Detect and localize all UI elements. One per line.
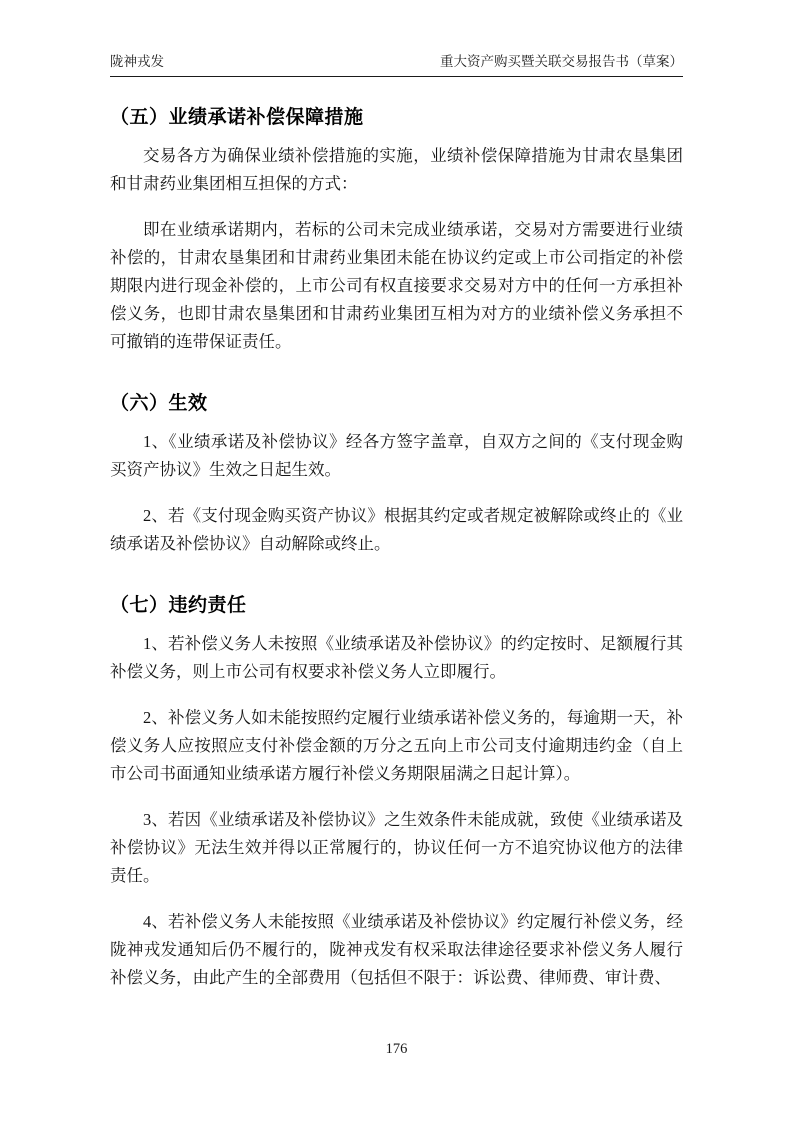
section-heading: （七）违约责任: [110, 595, 247, 616]
paragraph: 2、若《支付现金购买资产协议》根据其约定或者规定被解除或终止的《业绩承诺及补偿协议》自动解除或终止。: [110, 506, 683, 553]
page-footer: [0, 1040, 793, 1058]
paragraph: 1、《业绩承诺及补偿协议》经各方签字盖章，自双方之间的《支付现金购买资产协议》生效之日起生效。: [110, 432, 683, 479]
section-heading: （六）生效: [110, 393, 208, 414]
paragraph: 3、若因《业绩承诺及补偿协议》之生效条件未能成就，致使《业绩承诺及补偿协议》无法生效并得以正常履行的，协议任何一方不追究协议他方的法律责任。: [110, 810, 683, 885]
page-number: 176: [385, 1041, 408, 1057]
page-content: [110, 77, 683, 992]
paragraph: 1、若补偿义务人未按照《业绩承诺及补偿协议》的约定按时、足额履行其补偿义务，则上市公司有权要求补偿义务人立即履行。: [110, 634, 683, 681]
section-effectiveness: [110, 392, 683, 558]
header-report-title: 重大资产购买暨关联交易报告书（草案）: [440, 54, 683, 69]
paragraph: 4、若补偿义务人未能按照《业绩承诺及补偿协议》约定履行补偿义务，经陇神戎发通知后仍不履行的，陇神戎发有权采取法律途径要求补偿义务人履行补偿义务，由此产生的全部费用（包括但不限于：诉讼费、律师费、审计费、: [110, 912, 683, 987]
paragraph: 2、补偿义务人如未能按照约定履行业绩承诺补偿义务的，每逾期一天，补偿义务人应按照应支付补偿金额的万分之五向上市公司支付逾期违约金（自上市公司书面通知业绩承诺方履行补偿义务期限届满之日起计算）。: [110, 708, 683, 783]
header-company-name: 陇神戎发: [110, 54, 164, 69]
section-performance-guarantee: [110, 106, 683, 356]
paragraph: 交易各方为确保业绩补偿措施的实施，业绩补偿保障措施为甘肃农垦集团和甘肃药业集团相互担保的方式：: [110, 146, 683, 193]
paragraph: 即在业绩承诺期内，若标的公司未完成业绩承诺，交易对方需要进行业绩补偿的，甘肃农垦集团和甘肃药业集团未能在协议约定或上市公司指定的补偿期限内进行现金补偿的，上市公司有权直接要求交易对方中的任何一方承担补偿义务，也即甘肃农垦集团和甘肃药业集团互相为对方的业绩补偿义务承担不可撤销的连带保证责任。: [110, 220, 683, 351]
section-breach-liability: [110, 594, 683, 992]
section-heading: （五）业绩承诺补偿保障措施: [110, 107, 364, 128]
page-header: [110, 0, 683, 77]
